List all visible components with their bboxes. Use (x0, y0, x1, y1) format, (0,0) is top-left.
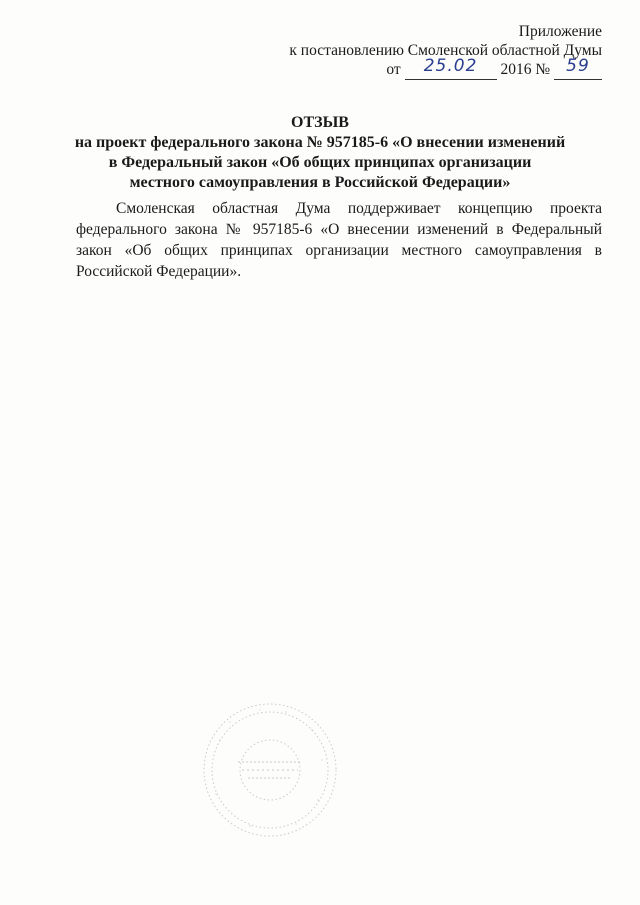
body-paragraph: Смоленская областная Дума поддерживает концепцию проекта федерального закона № 957185-6 «О внесении изменений в Федеральный закон «Об общих принципах организации местного самоуправления в Российской Федерации». (76, 200, 602, 280)
annex-resolution-ref: к постановлению Смоленской областной Думы (289, 42, 602, 59)
annex-header (289, 22, 602, 80)
handwritten-number: 59 (566, 56, 590, 76)
date-prefix: от (386, 61, 401, 78)
handwritten-date: 25.02 (423, 56, 478, 76)
title-main: ОТЗЫВ (291, 114, 349, 131)
title-subline-2: в Федеральный закон «Об общих принципах организации (108, 154, 532, 171)
annex-label: Приложение (518, 23, 602, 40)
number-field (554, 56, 602, 80)
document-title (0, 113, 640, 193)
title-subline-3: местного самоуправления в Российской Федерации» (129, 174, 511, 191)
faded-round-seal-icon (200, 700, 340, 840)
annex-date-line (289, 56, 602, 80)
year-number-label: 2016 № (500, 61, 551, 78)
date-field (405, 56, 497, 80)
title-subline-1: на проект федерального закона № 957185-6 «О внесении изменений (74, 134, 566, 151)
